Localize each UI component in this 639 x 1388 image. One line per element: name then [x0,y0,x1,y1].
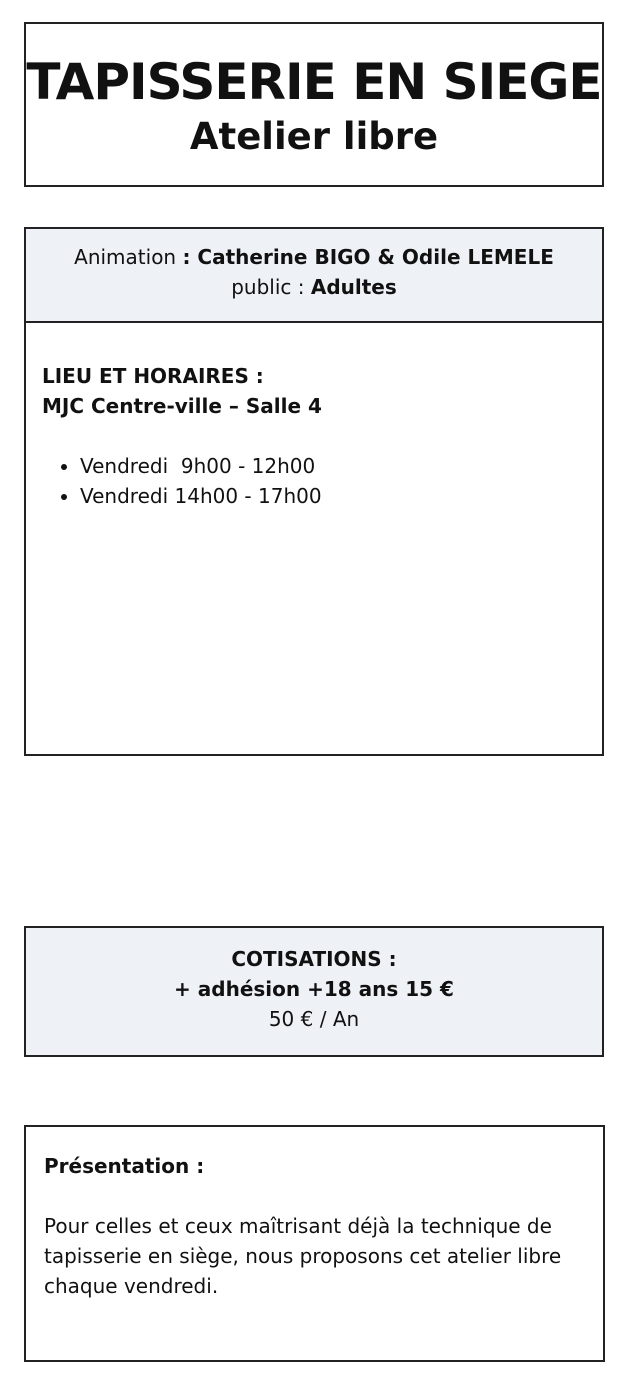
page-title: TAPISSERIE EN SIEGE [26,53,602,111]
info-body [26,323,602,511]
public-value: Adultes [310,275,397,299]
horaires-list [42,451,586,511]
presentation-heading: Présentation : [44,1154,205,1178]
list-item: • Vendredi 14h00 - 17h00 [80,481,586,511]
public-label: public : [231,275,305,299]
presentation-box [24,1125,605,1362]
info-box [24,227,604,756]
adhesion-text: + adhésion +18 ans 15 € [174,977,454,1001]
presentation-text: Pour celles et ceux maîtrisant déjà la technique de tapisserie en siège, nous proposons cet atelier libre chaque vendredi. [44,1214,562,1298]
lieu-place: MJC Centre-ville – Salle 4 [42,394,322,418]
animation-names: : Catherine BIGO & Odile LEMELE [182,245,554,269]
page-subtitle: Atelier libre [189,115,439,158]
public-line [26,272,602,302]
list-item: • Vendredi 9h00 - 12h00 [80,451,586,481]
title-box [24,22,604,187]
animation-line [26,242,602,272]
cotisations-heading: COTISATIONS : [231,947,397,971]
cotisations-box [24,926,604,1057]
price-text: 50 € / An [268,1007,360,1031]
lieu-heading: LIEU ET HORAIRES : [42,364,264,388]
animation-label: Animation [74,245,177,269]
info-header [26,229,602,323]
